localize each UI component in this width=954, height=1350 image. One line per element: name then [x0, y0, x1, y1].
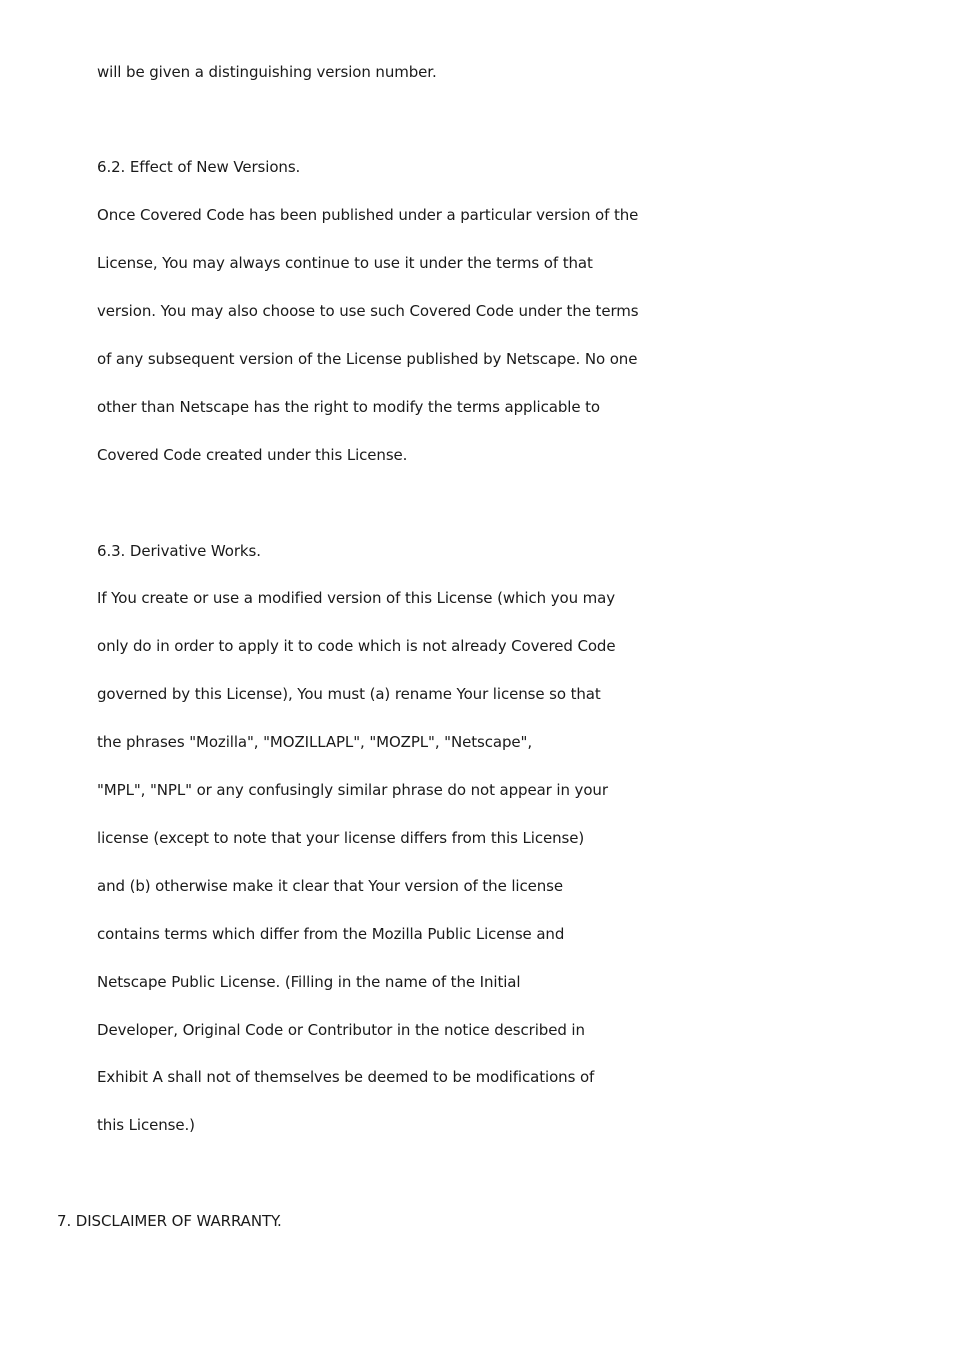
- paragraph-line: contains terms which differ from the Mozilla Public License and: [97, 925, 565, 943]
- paragraph-line: and (b) otherwise make it clear that Your version of the license: [97, 877, 564, 895]
- paragraph-line: version. You may also choose to use such Covered Code under the terms: [97, 302, 639, 320]
- paragraph-line: Netscape Public License. (Filling in the name of the Initial: [97, 973, 521, 991]
- paragraph-line: this License.): [97, 1116, 195, 1134]
- paragraph-line: Developer, Original Code or Contributor in the notice described in: [97, 1021, 585, 1039]
- paragraph-line: the phrases "Mozilla", "MOZILLAPL", "MOZPL", "Netscape",: [97, 733, 532, 751]
- section-heading-6-3: 6.3. Derivative Works.: [97, 542, 261, 560]
- paragraph-line: License, You may always continue to use it under the terms of that: [97, 254, 593, 272]
- paragraph-line: will be given a distinguishing version number.: [97, 63, 437, 81]
- paragraph-line: Once Covered Code has been published under a particular version of the: [97, 206, 639, 224]
- paragraph-line: license (except to note that your license differs from this License): [97, 829, 585, 847]
- paragraph-line: of any subsequent version of the License published by Netscape. No one: [97, 350, 638, 368]
- paragraph-line: "MPL", "NPL" or any confusingly similar phrase do not appear in your: [97, 781, 608, 799]
- paragraph-line: If You create or use a modified version of this License (which you may: [97, 589, 616, 607]
- paragraph-line: other than Netscape has the right to modify the terms applicable to: [97, 398, 600, 416]
- section-heading-7: 7. DISCLAIMER OF WARRANTY.: [57, 1212, 282, 1230]
- paragraph-line: governed by this License), You must (a) rename Your license so that: [97, 685, 601, 703]
- section-heading-6-2: 6.2. Effect of New Versions.: [97, 158, 301, 176]
- paragraph-line: Exhibit A shall not of themselves be deemed to be modifications of: [97, 1068, 595, 1086]
- paragraph-line: only do in order to apply it to code which is not already Covered Code: [97, 637, 616, 655]
- paragraph-line: Covered Code created under this License.: [97, 446, 408, 464]
